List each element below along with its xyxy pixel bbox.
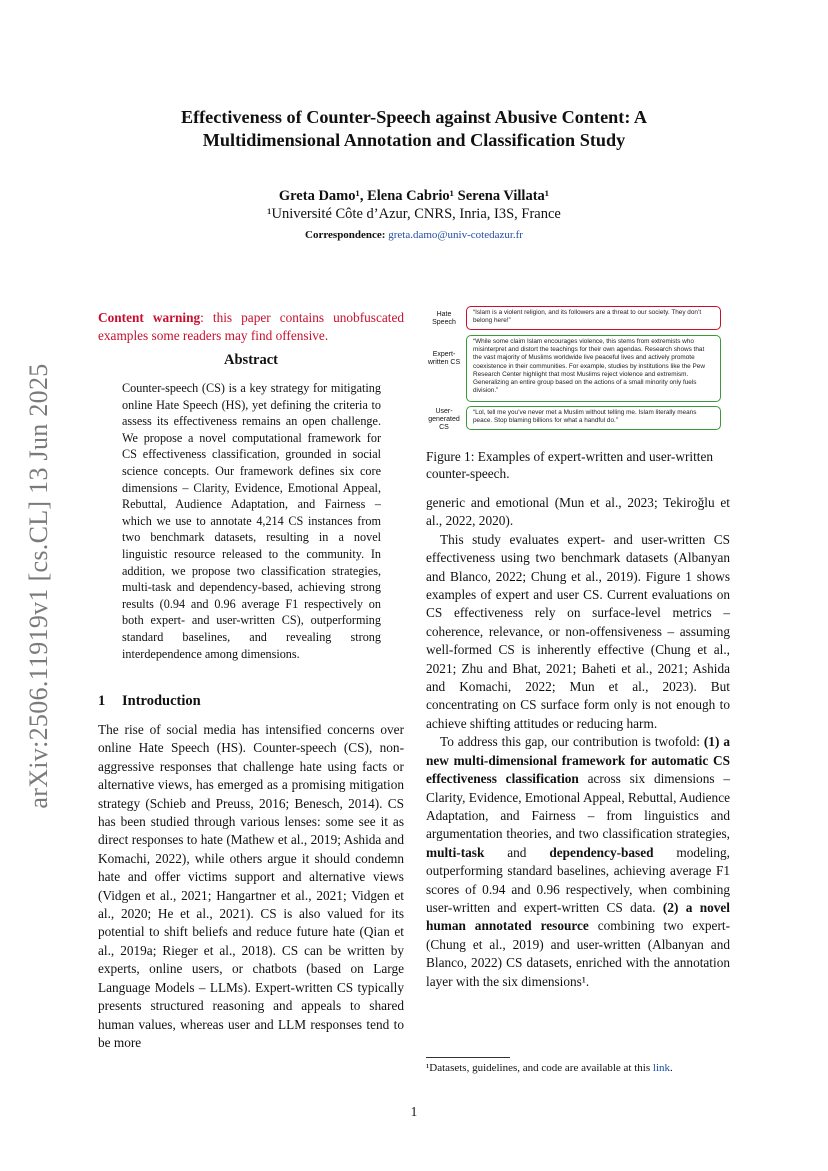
- user-cs-label: User-generated CS: [428, 408, 460, 431]
- hate-speech-box: “Islam is a violent religion, and its followers are a threat to our society. They don’t belong here!”: [466, 306, 721, 330]
- right-column: [426, 494, 730, 991]
- hate-speech-label: Hate Speech: [432, 311, 456, 326]
- correspondence: Correspondence: greta.damo@univ-cotedazur.fr: [305, 229, 523, 241]
- footnote-rule: [426, 1057, 510, 1058]
- paper-title: Effectiveness of Counter-Speech against Abusive Content: A Multidimensional Annotation and Classification Study: [180, 107, 648, 150]
- content-warning: Content warning: this paper contains unobfuscated examples some readers may find offensive.: [98, 310, 404, 343]
- author-list: Greta Damo¹, Elena Cabrio¹ Serena Villata¹: [278, 188, 550, 204]
- expert-cs-box: “While some claim Islam encourages violence, this stems from extremists who misinterpret and distort the teachings for their own agendas. Research shows that the vast majority of Muslims worldwide live peaceful lives and actively promote coexistence in their communities. For example, studies by institutions like the Pew Research Center highlight that most Muslims reject violence and extremism. Generalizing an entire group based on the actions of a small minority only fuels division.”: [466, 335, 721, 402]
- right-paragraph-3: To address this gap, our contribution is twofold: (1) a new multi-dimensional framework for automatic CS effectiveness classification across six dimensions – Clarity, Evidence, Emotional Appeal, Rebuttal, Audience Adaptation, and Fairness – from linguistics and argumentation theories, and two classification strategies, multi-task and dependency-based modeling, outperforming standard baselines, achieving average F1 scores of 0.94 and 0.96 respectively, when combining user-written and expert-written CS data. (2) a novel human annotated resource combining two expert- (Chung et al., 2019) and user-written (Albanyan and Blanco, 2022) CS datasets, enriched with the annotation layer with the six dimensions¹.: [426, 734, 730, 989]
- section-heading-introduction: 1 Introduction: [98, 693, 201, 709]
- intro-left-column: [98, 721, 404, 1052]
- expert-cs-label: Expert-written CS: [427, 351, 461, 366]
- user-cs-box: “Lol, tell me you’ve never met a Muslim without telling me. Islam literally means peace. Stop blaming billions for what a handful do.”: [466, 406, 721, 430]
- abstract-heading: Abstract: [224, 352, 278, 368]
- figure-1-caption: Figure 1: Examples of expert-written and user-written counter-speech.: [426, 449, 714, 481]
- right-paragraph-1: generic and emotional (Mun et al., 2023; Tekiroğlu et al., 2022, 2020).: [426, 495, 730, 529]
- correspondence-email-link[interactable]: greta.damo@univ-cotedazur.fr: [388, 229, 523, 241]
- footnote: ¹Datasets, guidelines, and code are available at this link.: [426, 1062, 673, 1074]
- page-number: 1: [410, 1104, 418, 1119]
- footnote-link[interactable]: link: [652, 1062, 671, 1074]
- abstract-text: Counter-speech (CS) is a key strategy for mitigating online Hate Speech (HS), yet defining the criteria to assess its effectiveness remains an open challenge. We propose a novel computational framework for CS effectiveness classification, grounded in social science concepts. Our framework defines six core dimensions – Clarity, Evidence, Emotional Appeal, Rebuttal, Audience Adaptation, and Fairness – which we use to annotate 4,214 CS instances from two benchmark datasets, resulting in a novel linguistic resource released to the community. In addition, we propose two classification strategies, multi-task and dependency-based, achieving strong results (0.94 and 0.96 average F1 respectively on both expert- and user-written CS), outperforming standard baselines, and revealing strong interdependence among dimensions.: [122, 381, 381, 661]
- affiliation: ¹Université Côte d’Azur, CNRS, Inria, I3S, France: [267, 206, 561, 222]
- arxiv-stamp: arXiv:2506.11919v1 [cs.CL] 13 Jun 2025: [24, 363, 53, 809]
- intro-paragraph: The rise of social media has intensified concerns over online Hate Speech (HS). Counter-speech (CS), non-aggressive responses that challenge hate using facts or alternative views, has emerged as a promising mitigation strategy (Schieb and Preuss, 2016; Benesch, 2014). CS has been studied through various lenses: some see it as direct responses to hate (Mathew et al., 2019; Ashida and Komachi, 2022), while others argue it should condemn hate and offer victims support and alternative views (Vidgen et al., 2021; Hangartner et al., 2021; Vidgen et al., 2020; He et al., 2021). CS is also valued for its potential to shift beliefs and reduce future hate (Qian et al., 2019a; Rieger et al., 2018). CS can be written by experts, online users, or chatbots (based on Large Language Models – LLMs). Expert-written CS typically presents structured reasoning and appeals to shared human values, whereas user and LLM responses tend to be more: [98, 722, 404, 1050]
- figure-1: [426, 305, 730, 435]
- right-paragraph-2: This study evaluates expert- and user-written CS effectiveness using two benchmark datasets (Albanyan and Blanco, 2022; Chung et al., 2019). Figure 1 shows examples of expert and user CS. Current evaluations on CS effectiveness rely on surface-level metrics – coherence, relevance, or non-offensiveness – assuming well-formed CS is inherently effective (Chung et al., 2021; Zhu and Bhat, 2021; Baheti et al., 2021; Ashida and Komachi, 2022; Mun et al., 2023). But concentrating on CS surface form only is not enough to achieve shifting attitudes or reducing harm.: [426, 531, 730, 731]
